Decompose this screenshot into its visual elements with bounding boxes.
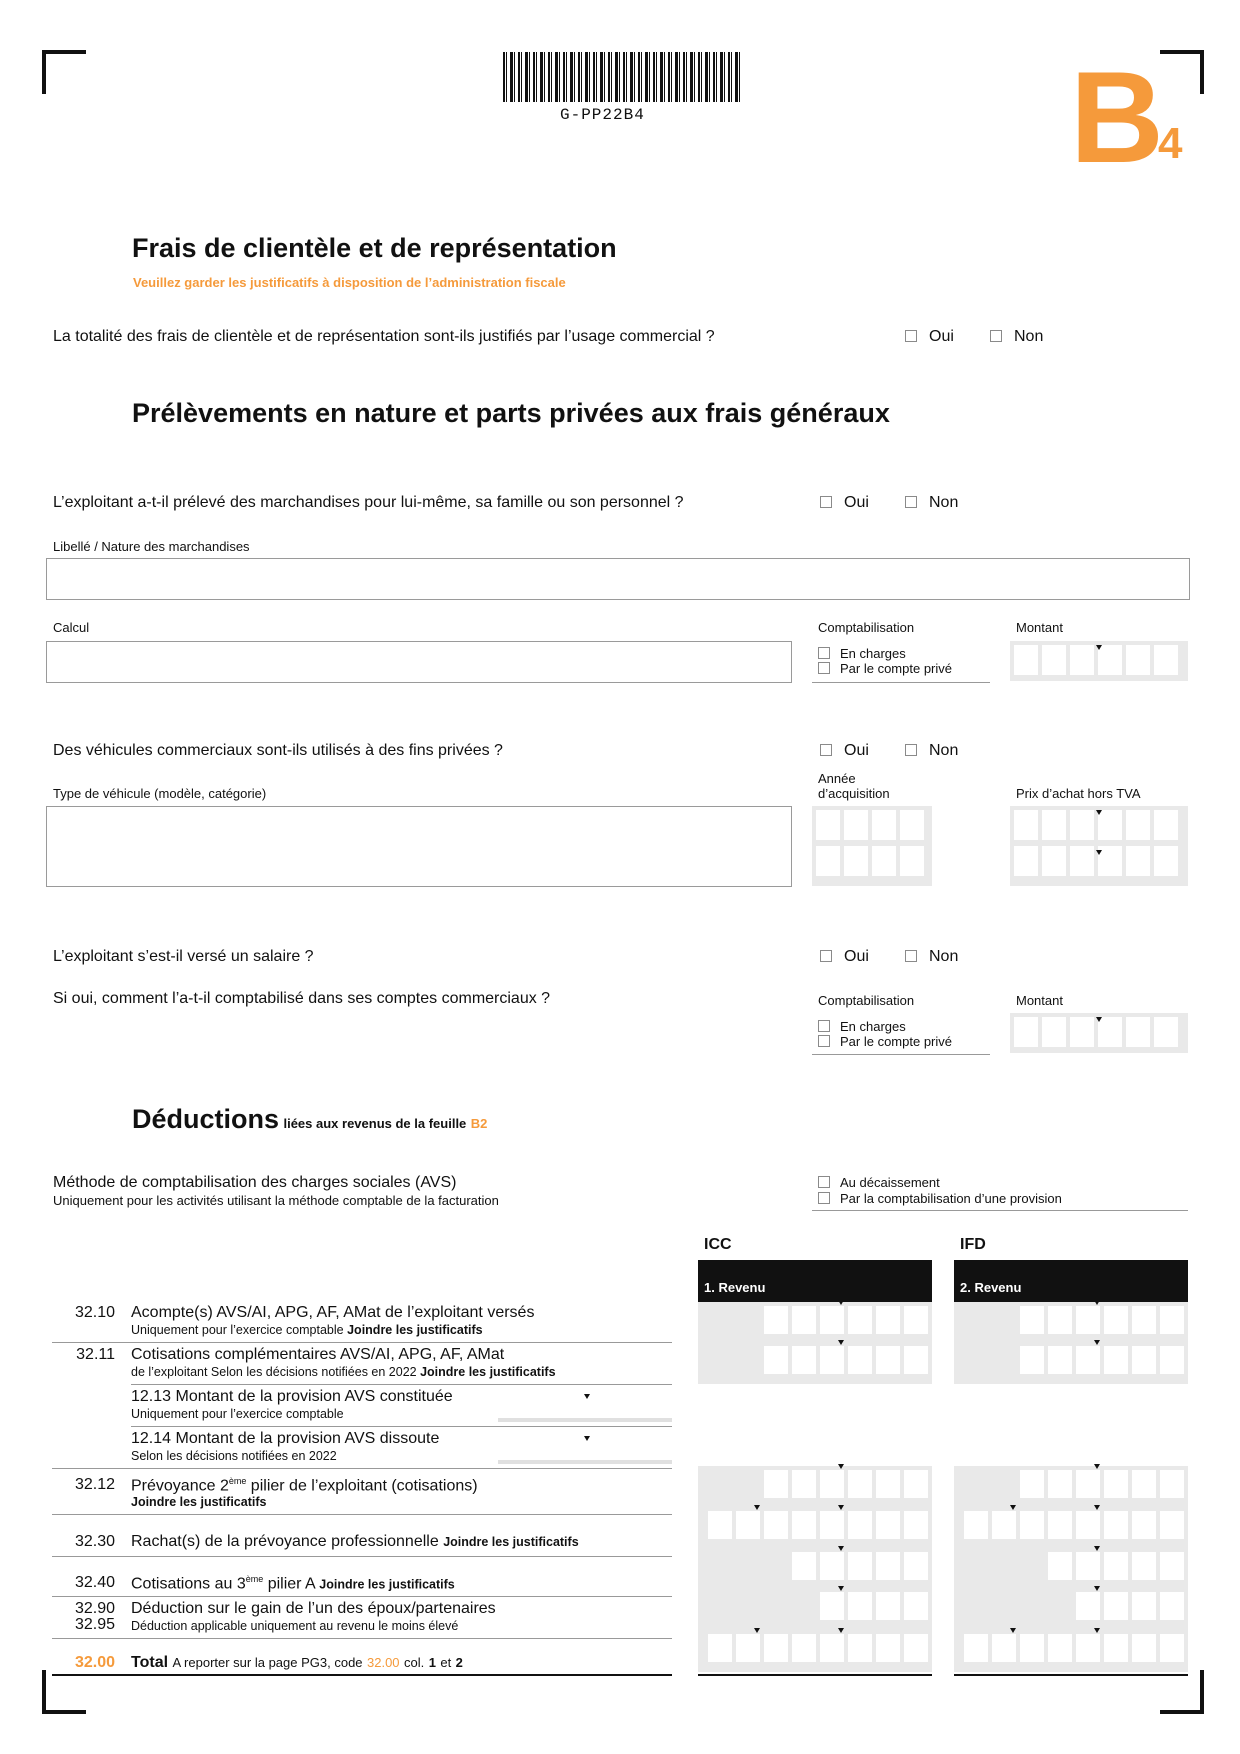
barcode — [503, 52, 743, 102]
section-title-prelevements: Prélèvements en nature et parts privées aux frais généraux — [132, 398, 890, 428]
checkbox[interactable] — [905, 330, 917, 342]
clientele-yes-option[interactable]: Oui — [905, 328, 954, 346]
checkbox[interactable] — [818, 647, 830, 659]
salaire-no-option[interactable]: Non — [905, 948, 958, 966]
crop-mark-top-right — [1160, 50, 1204, 94]
ifd-row-3290-amount-input[interactable] — [1076, 1592, 1184, 1620]
digit-cell[interactable] — [1104, 1470, 1128, 1498]
row-sub-1213: Uniquement pour l’exercice comptable — [131, 1407, 344, 1421]
checkbox[interactable] — [820, 950, 832, 962]
digit-cell[interactable] — [1160, 1552, 1184, 1580]
digit-cell[interactable] — [1132, 1346, 1156, 1374]
digit-cell[interactable] — [792, 1634, 816, 1662]
row-divider — [52, 1468, 672, 1469]
marchandises-no-option[interactable]: Non — [905, 494, 958, 512]
decimal-marker — [1096, 810, 1102, 815]
digit-cell[interactable] — [736, 1634, 760, 1662]
type-vehicule-input-2[interactable] — [46, 846, 792, 887]
question-salaire: L’exploitant s’est-il versé un salaire ? — [53, 948, 314, 965]
total-divider — [52, 1674, 672, 1676]
vehicules-yes-option[interactable]: Oui — [820, 742, 869, 760]
vehicules-no-option[interactable]: Non — [905, 742, 958, 760]
digit-cell[interactable] — [848, 1511, 872, 1539]
digit-cell[interactable] — [964, 1511, 988, 1539]
icc-row-3230-amount-input[interactable] — [708, 1511, 928, 1539]
thousands-marker — [1010, 1628, 1016, 1633]
row-title-3211: Cotisations complémentaires AVS/AI, APG, AF, AMat — [131, 1346, 505, 1363]
row-divider — [52, 1596, 672, 1597]
decimal-marker — [838, 1628, 844, 1633]
checkbox[interactable] — [820, 496, 832, 508]
checkbox[interactable] — [818, 1020, 830, 1032]
digit-cell[interactable] — [1048, 1306, 1072, 1334]
digit-cell[interactable] — [904, 1511, 928, 1539]
row-title-1213: 12.13 Montant de la provision AVS constituée — [131, 1388, 453, 1405]
digit-cell[interactable] — [992, 1511, 1016, 1539]
form-badge-number: 4 — [1158, 119, 1183, 168]
row-title-total: Total A reporter sur la page PG3, code 32.00 col. 1 et 2 — [131, 1654, 463, 1671]
column-label-icc: ICC — [704, 1236, 732, 1253]
digit-cell[interactable] — [1020, 1346, 1044, 1374]
checkbox[interactable] — [818, 662, 830, 674]
digit-cell[interactable] — [848, 1306, 872, 1334]
label-type-vehicule: Type de véhicule (modèle, catégorie) — [53, 786, 267, 801]
digit-cell[interactable] — [820, 1592, 844, 1620]
calcul-input[interactable] — [46, 641, 792, 683]
label-montant: Montant — [1016, 620, 1063, 635]
decimal-marker — [1094, 1340, 1100, 1345]
decimal-marker — [1094, 1628, 1100, 1633]
method-subtitle: Uniquement pour les activités utilisant la méthode comptable de la facturation — [53, 1193, 499, 1208]
digit-cell[interactable] — [792, 1470, 816, 1498]
section-subtitle-clientele: Veuillez garder les justificatifs à disposition de l’administration fiscale — [133, 275, 566, 290]
digit-cell[interactable] — [1104, 1346, 1128, 1374]
row-code-3295: 32.95 — [74, 1616, 115, 1633]
digit-cell[interactable] — [1048, 1470, 1072, 1498]
checkbox[interactable] — [818, 1176, 830, 1188]
digit-cell[interactable] — [904, 1634, 928, 1662]
digit-cell[interactable] — [1160, 1634, 1184, 1662]
digit-cell[interactable] — [876, 1346, 900, 1374]
icc-row-3200-amount-input[interactable] — [708, 1634, 928, 1662]
option-compte-prive[interactable]: Par le compte privé — [818, 661, 952, 676]
option-en-charges[interactable]: En charges — [818, 646, 906, 661]
row-divider — [52, 1514, 672, 1515]
decimal-marker — [1094, 1546, 1100, 1551]
form-badge-letter: B — [1070, 44, 1164, 190]
decimal-marker — [838, 1546, 844, 1551]
checkbox[interactable] — [905, 744, 917, 756]
column-header-ifd: 2. Revenu — [954, 1260, 1188, 1302]
digit-cell[interactable] — [708, 1634, 732, 1662]
decimal-marker — [838, 1300, 844, 1305]
checkbox[interactable] — [905, 496, 917, 508]
digit-cell[interactable] — [876, 1511, 900, 1539]
ifd-row-3211-amount-input[interactable] — [1020, 1346, 1184, 1374]
digit-cell[interactable] — [904, 1592, 928, 1620]
digit-cell[interactable] — [820, 1470, 844, 1498]
decimal-marker — [1094, 1505, 1100, 1510]
question-marchandises: L’exploitant a-t-il prélevé des marchandises pour lui-même, sa famille ou son personnel ? — [53, 494, 684, 511]
row-sub-3210: Uniquement pour l’exercice comptable Joindre les justificatifs — [131, 1323, 483, 1337]
option-provision[interactable]: Par la comptabilisation d’une provision — [818, 1191, 1062, 1206]
digit-cell[interactable] — [904, 1306, 928, 1334]
decimal-marker — [1094, 1464, 1100, 1469]
decimal-marker — [1096, 1017, 1102, 1022]
crop-mark-bottom-left — [42, 1670, 86, 1714]
digit-cell[interactable] — [1132, 1511, 1156, 1539]
digit-cell[interactable] — [792, 1552, 816, 1580]
decimal-marker — [838, 1586, 844, 1591]
decimal-marker — [838, 1505, 844, 1510]
digit-cell[interactable] — [992, 1634, 1016, 1662]
digit-cell[interactable] — [964, 1634, 988, 1662]
decimal-marker — [1094, 1300, 1100, 1305]
label-comptabilisation: Comptabilisation — [818, 620, 915, 635]
row-title-3212: Prévoyance 2ème pilier de l’exploitant (cotisations) — [131, 1476, 478, 1495]
digit-cell[interactable] — [820, 1552, 844, 1580]
digit-cell[interactable] — [1132, 1552, 1156, 1580]
column-label-ifd: IFD — [960, 1236, 986, 1253]
digit-cell[interactable] — [1104, 1592, 1128, 1620]
row-divider — [131, 1384, 672, 1385]
column-header-icc: 1. Revenu — [698, 1260, 932, 1302]
barcode-text: G-PP22B4 — [560, 106, 645, 124]
digit-cell[interactable] — [1048, 1552, 1072, 1580]
digit-cell[interactable] — [1132, 1592, 1156, 1620]
row-divider — [131, 1426, 672, 1427]
crop-mark-bottom-right — [1160, 1670, 1204, 1714]
row-code-3240: 32.40 — [74, 1574, 115, 1591]
thousands-marker — [754, 1505, 760, 1510]
label-libelle: Libellé / Nature des marchandises — [53, 539, 250, 554]
digit-cell[interactable] — [1020, 1470, 1044, 1498]
ifd-row-3230-amount-input[interactable] — [964, 1511, 1184, 1539]
digit-cell[interactable] — [1020, 1634, 1044, 1662]
digit-cell[interactable] — [904, 1470, 928, 1498]
salaire-yes-option[interactable]: Oui — [820, 948, 869, 966]
row-divider — [52, 1342, 672, 1343]
salaire-option-en-charges[interactable]: En charges — [818, 1019, 906, 1034]
digit-cell[interactable] — [1076, 1592, 1100, 1620]
thousands-marker — [1010, 1505, 1016, 1510]
row-sub-3290: Déduction applicable uniquement au revenu le moins élevé — [131, 1619, 459, 1633]
row-sub-1214: Selon les décisions notifiées en 2022 — [131, 1449, 337, 1463]
checkbox[interactable] — [990, 330, 1002, 342]
icc-row-3212-amount-input[interactable] — [764, 1470, 928, 1498]
row-title-3290: Déduction sur le gain de l’un des époux/partenaires — [131, 1600, 496, 1617]
digit-cell[interactable] — [1048, 1634, 1072, 1662]
checkbox[interactable] — [818, 1192, 830, 1204]
digit-cell[interactable] — [1160, 1592, 1184, 1620]
icc-row-3210-amount-input[interactable] — [764, 1306, 928, 1334]
digit-cell[interactable] — [848, 1592, 872, 1620]
digit-cell[interactable] — [1048, 1346, 1072, 1374]
digit-cell[interactable] — [1132, 1306, 1156, 1334]
digit-cell[interactable] — [848, 1634, 872, 1662]
ifd-row-3240-amount-input[interactable] — [1048, 1552, 1184, 1580]
total-divider-icc — [698, 1674, 932, 1676]
row-code-3290: 32.90 — [74, 1600, 115, 1617]
label-comptabilisation-salaire: Comptabilisation — [818, 993, 915, 1008]
digit-cell[interactable] — [1076, 1634, 1100, 1662]
digit-cell[interactable] — [848, 1346, 872, 1374]
digit-cell[interactable] — [876, 1552, 900, 1580]
digit-cell[interactable] — [1104, 1634, 1128, 1662]
row-code-3230: 32.30 — [74, 1533, 115, 1550]
digit-cell[interactable] — [792, 1511, 816, 1539]
decimal-marker — [838, 1340, 844, 1345]
digit-cell[interactable] — [876, 1470, 900, 1498]
label-annee-line2: d’acquisition — [818, 786, 890, 801]
digit-cell[interactable] — [1020, 1511, 1044, 1539]
icc-row-3240-amount-input[interactable] — [792, 1552, 928, 1580]
method-title: Méthode de comptabilisation des charges sociales (AVS) — [53, 1174, 457, 1191]
checkbox[interactable] — [905, 950, 917, 962]
crop-mark-top-left — [42, 50, 86, 94]
row-sub-3212: Joindre les justificatifs — [131, 1495, 267, 1509]
digit-cell[interactable] — [820, 1306, 844, 1334]
question-clientele: La totalité des frais de clientèle et de représentation sont-ils justifiés par l’usage commercial ? — [53, 328, 715, 345]
digit-cell[interactable] — [876, 1306, 900, 1334]
digit-cell[interactable] — [876, 1634, 900, 1662]
section-title-deductions: Déductions liées aux revenus de la feuille B2 — [132, 1104, 488, 1134]
icc-row-3211-amount-input[interactable] — [764, 1346, 928, 1374]
icc-row-3290-amount-input[interactable] — [820, 1592, 928, 1620]
row-divider — [52, 1556, 672, 1557]
label-annee-line1: Année — [818, 771, 856, 786]
decimal-marker — [584, 1394, 590, 1399]
decimal-marker — [838, 1464, 844, 1469]
digit-cell[interactable] — [1104, 1552, 1128, 1580]
digit-cell[interactable] — [1076, 1511, 1100, 1539]
digit-cell[interactable] — [876, 1592, 900, 1620]
row-code-3212: 32.12 — [74, 1476, 115, 1493]
digit-cell[interactable] — [1104, 1306, 1128, 1334]
digit-cell[interactable] — [820, 1511, 844, 1539]
row-code-3210: 32.10 — [74, 1304, 115, 1321]
total-divider-ifd — [954, 1674, 1188, 1676]
digit-cell[interactable] — [904, 1346, 928, 1374]
digit-cell[interactable] — [1048, 1511, 1072, 1539]
digit-cell[interactable] — [1160, 1470, 1184, 1498]
digit-cell[interactable] — [792, 1346, 816, 1374]
digit-cell[interactable] — [764, 1306, 788, 1334]
digit-cell[interactable] — [1104, 1511, 1128, 1539]
label-montant-salaire: Montant — [1016, 993, 1063, 1008]
ifd-row-3212-amount-input[interactable] — [1020, 1470, 1184, 1498]
digit-cell[interactable] — [1132, 1470, 1156, 1498]
digit-cell[interactable] — [1160, 1346, 1184, 1374]
marchandises-yes-option[interactable]: Oui — [820, 494, 869, 512]
section-title-clientele: Frais de clientèle et de représentation — [132, 233, 617, 263]
annee-acquisition-input-2[interactable] — [812, 846, 932, 886]
label-prix-achat: Prix d’achat hors TVA — [1016, 786, 1141, 801]
digit-cell[interactable] — [736, 1511, 760, 1539]
type-vehicule-input-1[interactable] — [46, 806, 792, 848]
row-code-3211: 32.11 — [76, 1346, 115, 1363]
decimal-marker — [584, 1436, 590, 1441]
digit-cell[interactable] — [848, 1552, 872, 1580]
clientele-no-option[interactable]: Non — [990, 328, 1043, 346]
decimal-marker — [1096, 850, 1102, 855]
digit-cell[interactable] — [764, 1634, 788, 1662]
digit-cell[interactable] — [848, 1470, 872, 1498]
row-title-1214: 12.14 Montant de la provision AVS dissoute — [131, 1430, 440, 1447]
question-vehicules: Des véhicules commerciaux sont-ils utilisés à des fins privées ? — [53, 742, 503, 759]
digit-cell[interactable] — [764, 1470, 788, 1498]
annee-acquisition-input-1[interactable] — [812, 806, 932, 846]
digit-cell[interactable] — [708, 1511, 732, 1539]
digit-cell[interactable] — [904, 1552, 928, 1580]
row-title-3210: Acompte(s) AVS/AI, APG, AF, AMat de l’exploitant versés — [131, 1304, 535, 1321]
digit-cell[interactable] — [1076, 1346, 1100, 1374]
checkbox[interactable] — [820, 744, 832, 756]
decimal-marker — [1094, 1586, 1100, 1591]
digit-cell[interactable] — [1020, 1306, 1044, 1334]
digit-cell[interactable] — [792, 1306, 816, 1334]
row-code-3200: 32.00 — [74, 1654, 115, 1671]
digit-cell[interactable] — [1076, 1306, 1100, 1334]
ifd-row-3210-amount-input[interactable] — [1020, 1306, 1184, 1334]
digit-cell[interactable] — [1160, 1511, 1184, 1539]
label-calcul: Calcul — [53, 620, 90, 635]
libelle-input[interactable] — [46, 558, 1190, 600]
digit-cell[interactable] — [1076, 1552, 1100, 1580]
digit-cell[interactable] — [1160, 1306, 1184, 1334]
digit-cell[interactable] — [820, 1346, 844, 1374]
digit-cell[interactable] — [1132, 1634, 1156, 1662]
row-title-3230: Rachat(s) de la prévoyance professionnelle Joindre les justificatifs — [131, 1533, 579, 1550]
digit-cell[interactable] — [1076, 1470, 1100, 1498]
question-comment-comptabilise: Si oui, comment l’a-t-il comptabilisé dans ses comptes commerciaux ? — [53, 990, 551, 1007]
digit-cell[interactable] — [820, 1634, 844, 1662]
checkbox[interactable] — [818, 1035, 830, 1047]
row-sub-3211: de l’exploitant Selon les décisions notifiées en 2022 Joindre les justificatifs — [131, 1365, 556, 1379]
decimal-marker — [1096, 645, 1102, 650]
digit-cell[interactable] — [764, 1346, 788, 1374]
thousands-marker — [754, 1628, 760, 1633]
row-title-3240: Cotisations au 3ème pilier A Joindre les justificatifs — [131, 1574, 455, 1593]
row-divider — [52, 1638, 672, 1639]
option-au-decaissement[interactable]: Au décaissement — [818, 1175, 940, 1190]
ifd-row-3200-amount-input[interactable] — [964, 1634, 1184, 1662]
salaire-option-compte-prive[interactable]: Par le compte privé — [818, 1034, 952, 1049]
digit-cell[interactable] — [764, 1511, 788, 1539]
